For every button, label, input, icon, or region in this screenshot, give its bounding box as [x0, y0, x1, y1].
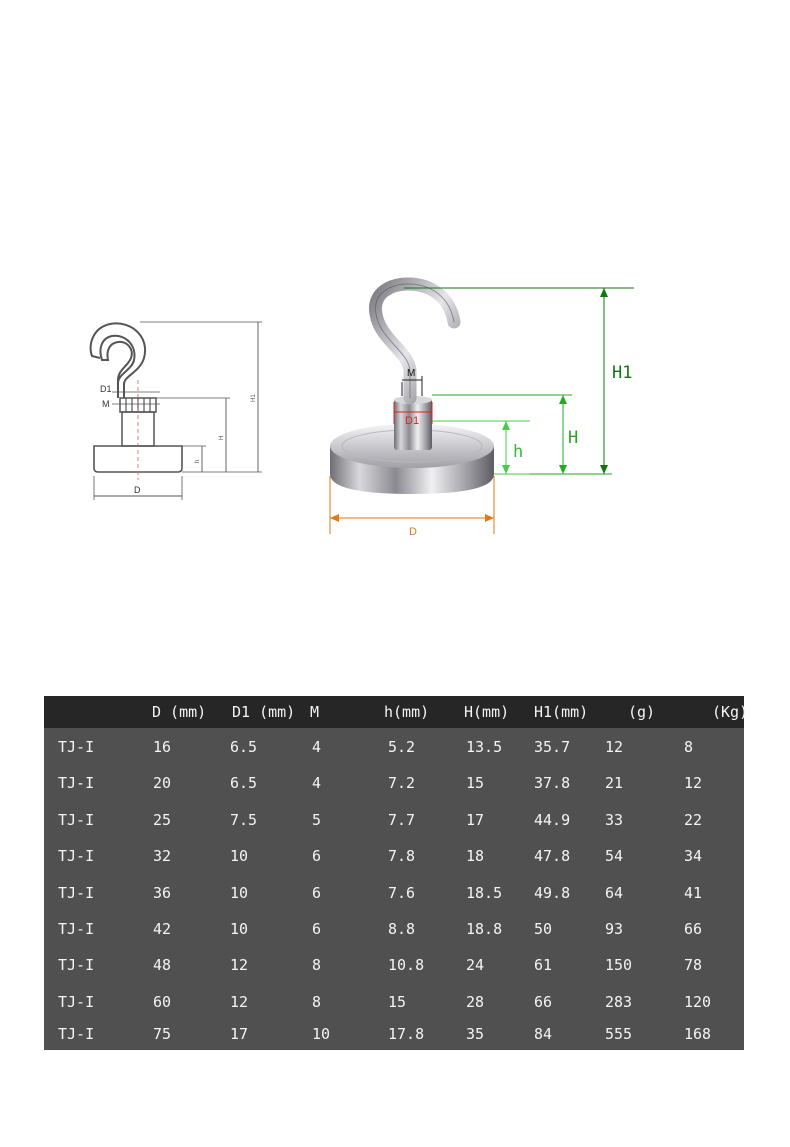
drawing-label-m: M — [102, 399, 110, 409]
table-row: TJ-I 60 12 8 15 28 66 283 120 — [58, 993, 712, 1011]
table-row: TJ-I 36 10 6 7.6 18.5 49.8 64 41 — [58, 884, 703, 902]
table-row: TJ-I 25 7.5 5 7.7 17 44.9 33 22 — [58, 811, 703, 829]
table-row: TJ-I 48 12 8 10.8 24 61 150 78 — [58, 956, 703, 974]
drawing-label-d: D — [134, 485, 141, 495]
photo-label-h: H — [568, 428, 579, 448]
table-row: TJ-I 42 10 6 8.8 18.8 50 93 66 — [58, 920, 703, 938]
product-photo — [330, 284, 494, 494]
table-row: TJ-I 75 17 10 17.8 35 84 555 168 — [58, 1025, 712, 1043]
hook-shape — [375, 284, 454, 398]
photo-label-h1: H1 — [612, 363, 633, 383]
table-row: TJ-I 16 6.5 4 5.2 13.5 35.7 12 8 — [58, 738, 694, 756]
drawing-label-dim2: H — [219, 435, 225, 440]
table-row: TJ-I 20 6.5 4 7.2 15 37.8 21 12 — [58, 774, 703, 792]
drawing-label-d1: D1 — [100, 384, 112, 394]
drawing-label-dim3: h — [195, 459, 201, 463]
photo-label-d1: D1 — [405, 415, 420, 427]
drawing-label-dim1: H1 — [251, 394, 257, 402]
table-row: TJ-I 32 10 6 7.8 18 47.8 54 34 — [58, 847, 703, 865]
photo-label-d: D — [409, 526, 417, 538]
technical-drawing — [91, 322, 262, 500]
spec-table — [44, 696, 749, 1050]
table-header: D (mm) D1 (mm) M h(mm) H(mm) H1(mm) (g) (Kg) — [44, 696, 744, 728]
photo-label-h-small: h — [513, 442, 524, 462]
photo-label-m: M — [407, 368, 416, 379]
